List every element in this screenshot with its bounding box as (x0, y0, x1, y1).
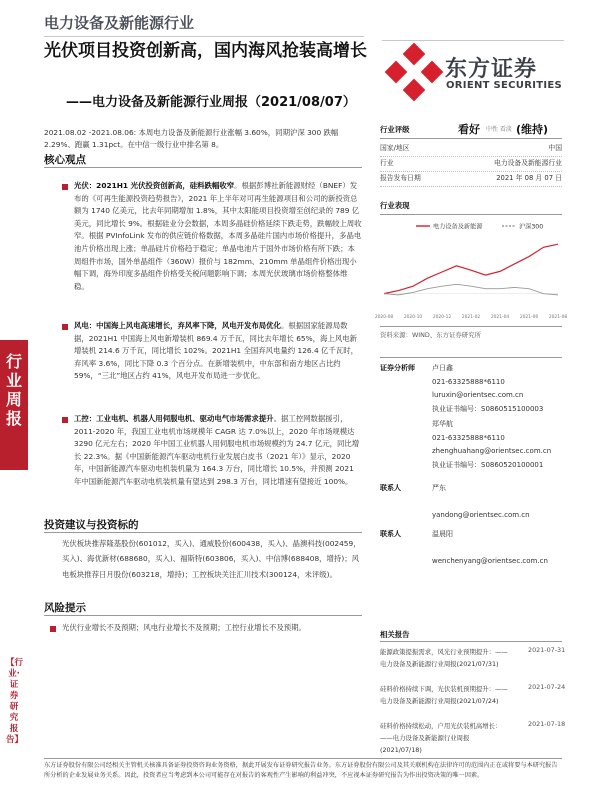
side-vertical-label: 【行业·证券研究报告】 (6, 658, 24, 745)
related-date: 2021-07-24 (528, 683, 566, 691)
risk-divider (44, 615, 362, 616)
bullet-icon (50, 626, 56, 632)
report-subtitle: ——电力设备及新能源行业周报（2021/08/07） (66, 95, 356, 110)
contact-email[interactable]: yandong@orientsec.com.cn (432, 510, 530, 519)
core-item-wind (74, 320, 362, 383)
contact-role: 联系人 (380, 530, 401, 538)
related-divider (380, 641, 562, 642)
related-title[interactable]: 硅料价格持续松动，户用光伏装机高增长：——电力设备及新能源行业周报(2021/07/18) (380, 722, 502, 754)
analyst-divider (380, 357, 562, 358)
contact-block-1 (432, 482, 562, 522)
core-item-text: 。根据国家能源局数据，2021H1 中国海上风电新增装机 869.4 万千瓦，同比去年增长 65%，海上风电新增装机 214.6 万千瓦，同比增长 102%。2021H1 全国弃风电量约 126.4 亿千瓦时，弃风率 3.6%，同比下降 0.3 个百分点。在新增装机中，中东部和南方地区占比约 59%，“三北”地区占约 41%，风电开发布局进一步优化。 (74, 321, 358, 381)
contact-email[interactable]: wenchenyang@orientsec.com.cn (432, 556, 548, 565)
core-item-text: 。据工控网数据援引，2011-2020 年，我国工业电机市场规模年 CAGR 达 7.0%以上，2020 年市场规模达 3290 亿元左右；2020 年中国工业机器人用伺服电机市场规模约为 24.7 亿元，同比增长 22.3%。据《中国新能源汽车驱动电机行业发展白皮书（2021 年）》显示，2020 年，中国新能源汽车驱动电机装机量为 164.3 万台，同比增长 10.5%，并预测 2021 年中国新能源汽车驱动电机装机量有望达到 298.3 万台，同比增速有望接近 100%。 (74, 414, 360, 486)
core-item-lead: 光伏：2021H1 光伏投资创新高，硅料跌幅收窄 (74, 181, 235, 190)
rating-keep: (维持) (516, 123, 549, 136)
x-tick-label: 2021-08 (548, 315, 568, 320)
core-item-lead: 工控：工业电机、机器人用伺服电机、驱动电气市场需求提升 (74, 414, 274, 423)
related-date: 2021-07-31 (528, 646, 566, 654)
logo-name-en: ORIENT SECURITIES (446, 80, 563, 91)
contact-name: 温晨阳 (432, 530, 453, 538)
x-tick-label: 2021-04 (490, 315, 510, 320)
analyst-block-1 (432, 362, 562, 416)
contact-block-2 (432, 528, 562, 568)
rating-value: 看好 (458, 123, 480, 136)
bullet-icon (62, 417, 68, 423)
rating-options: 中性 看淡 (486, 126, 512, 133)
invest-heading: 投资建议与投资标的 (44, 519, 139, 531)
orient-logo-icon (388, 46, 440, 98)
related-title[interactable]: 能源政策提振需求，风光行业预期提升：——电力设备及新能源行业周报(2021/07/31) (380, 648, 508, 668)
info-label: 行业 (380, 159, 394, 167)
invest-divider (44, 532, 362, 533)
core-divider (44, 167, 362, 168)
info-row-country (380, 142, 562, 157)
footer-disclaimer: 东方证券股份有限公司经相关主管机关核准具备证券投资咨询业务资格，据此开展发布证券研究报告业务。东方证券股份有限公司及其关联机构在法律许可的范围内正在或将要与本研究报告所分析的企业发展业务关系。因此，投资者应当考虑到本公司可能存在对报告的客观性产生影响的利益冲突，不应视本证券研究报告为作出投资决策的唯一因素。 (44, 762, 558, 779)
x-tick-label: 2021-06 (519, 315, 539, 320)
related-item[interactable] (380, 683, 510, 707)
info-row-industry (380, 157, 562, 172)
analyst-cert: 执业证书编号：S0860515100003 (432, 404, 544, 413)
analyst-email[interactable]: zhenghuahang@orientsec.com.cn (432, 447, 552, 456)
analyst-role: 证券分析师 (380, 364, 415, 372)
rating-label: 行业评级 (380, 125, 410, 134)
contact-role: 联系人 (380, 484, 401, 492)
analyst-email[interactable]: luruxin@orientsec.com.cn (432, 391, 524, 400)
info-row-date (380, 172, 562, 187)
core-heading: 核心观点 (44, 154, 86, 166)
analyst-phone: 021-63325888*6110 (432, 377, 505, 386)
x-tick-label: 2020-10 (403, 315, 423, 320)
invest-text: 光伏板块推荐隆基股份(601012，买入)、通威股份(600438，买入)、晶澳科技(002459，买入)、海优新材(688680，买入)、福斯特(603806，买入)、中信博(688408，增持)；风电板块推荐日月股份(603218，增持)；工控板块关注汇川技术(300124，未评级)。 (62, 539, 361, 579)
core-item-text: 。根据彭博社新能源财经（BNEF）发布的《可再生能源投资趋势报告》，2021 年上半年对可再生能源项目和公司的新投资总额为 1740 亿美元，比去年同期增加 1.8%，其中太阳能项目投资增至创纪录的 789 亿美元，同比增长 9%。根据硅业分会数据，本周多晶硅价格延续下跌走势，跌幅较上周收窄。根据 PVInfoLink 发布的供应链价格数据，本周多晶硅片国内市场价格提升，多晶电池片价格出现上涨；单晶硅片价格趋于稳定；单晶电池片于国外市场价格有所下跌；本周组件市场，国外单晶组件（360W）报价与 182mm、210mm 单晶组件价格出现小幅下调，海外印度多晶组件价格受关税问题影响下调；本周光伏玻璃市场价格整体维稳。 (74, 181, 362, 291)
core-item-pv (74, 180, 362, 293)
weekly-summary: 2021.08.02 -2021.08.06: 本周电力设备及新能源行业涨幅 3.60%，同期沪深 300 跌幅 2.29%、跑赢 1.31pct。在中信一级行业中排名第 8。 (44, 128, 339, 149)
x-tick-label: 2021-02 (461, 315, 481, 320)
related-item[interactable] (380, 646, 510, 670)
bullet-icon (62, 184, 68, 190)
info-label: 国家/地区 (380, 144, 410, 152)
analyst-name: 郑华航 (432, 420, 453, 428)
logo-name-cn: 东方证券 (445, 57, 538, 82)
core-item-control (74, 413, 362, 489)
rating-row (380, 121, 562, 139)
analyst-phone: 021-63325888*6110 (432, 433, 505, 442)
analyst-cert: 执业证书编号：S0860520100001 (432, 460, 544, 469)
analyst-name: 卢日鑫 (432, 364, 453, 372)
related-title[interactable]: 硅料价格持续下调，光伏装机预期提升：——电力设备及新能源行业周报(2021/07/24) (380, 685, 508, 705)
header-divider (44, 36, 364, 37)
info-value: 中国 (548, 144, 562, 152)
performance-heading: 行业表现 (380, 200, 562, 215)
chart-source: 资料来源：WIND、东方证券研究所 (380, 331, 481, 339)
bullet-icon (62, 324, 68, 330)
info-label: 报告发布日期 (380, 174, 421, 182)
info-value: 电力设备及新能源行业 (494, 159, 562, 167)
info-value: 2021 年 08 月 07 日 (496, 174, 562, 182)
core-item-lead: 风电：中国海上风电高速增长，弃风率下降，风电开发布局优化 (74, 321, 281, 330)
related-heading: 相关报告 (380, 630, 410, 639)
risk-heading: 风险提示 (44, 602, 86, 614)
performance-chart (374, 220, 568, 320)
chart-divider (380, 326, 562, 327)
report-title: 光伏项目投资创新高，国内海风抢装高增长 (44, 41, 367, 61)
related-item[interactable] (380, 720, 510, 756)
report-sector: 电力设备及新能源行业 (44, 14, 195, 32)
x-tick-label: 2020-08 (374, 315, 394, 320)
legend-label: 沪深300 (519, 223, 544, 231)
analyst-block-2 (432, 418, 562, 472)
risk-text: 光伏行业增长不及预期；风电行业增长不及预期；工控行业增长不及预期。 (62, 623, 306, 632)
contact-name: 严东 (432, 484, 446, 492)
x-tick-label: 2020-12 (432, 315, 452, 320)
legend-label: 电力设备及新能源 (433, 223, 483, 231)
footer-divider (44, 758, 562, 759)
series-line-1 (384, 284, 558, 295)
side-tab-label: 行业周报 (5, 352, 22, 428)
related-date: 2021-07-18 (528, 720, 566, 728)
